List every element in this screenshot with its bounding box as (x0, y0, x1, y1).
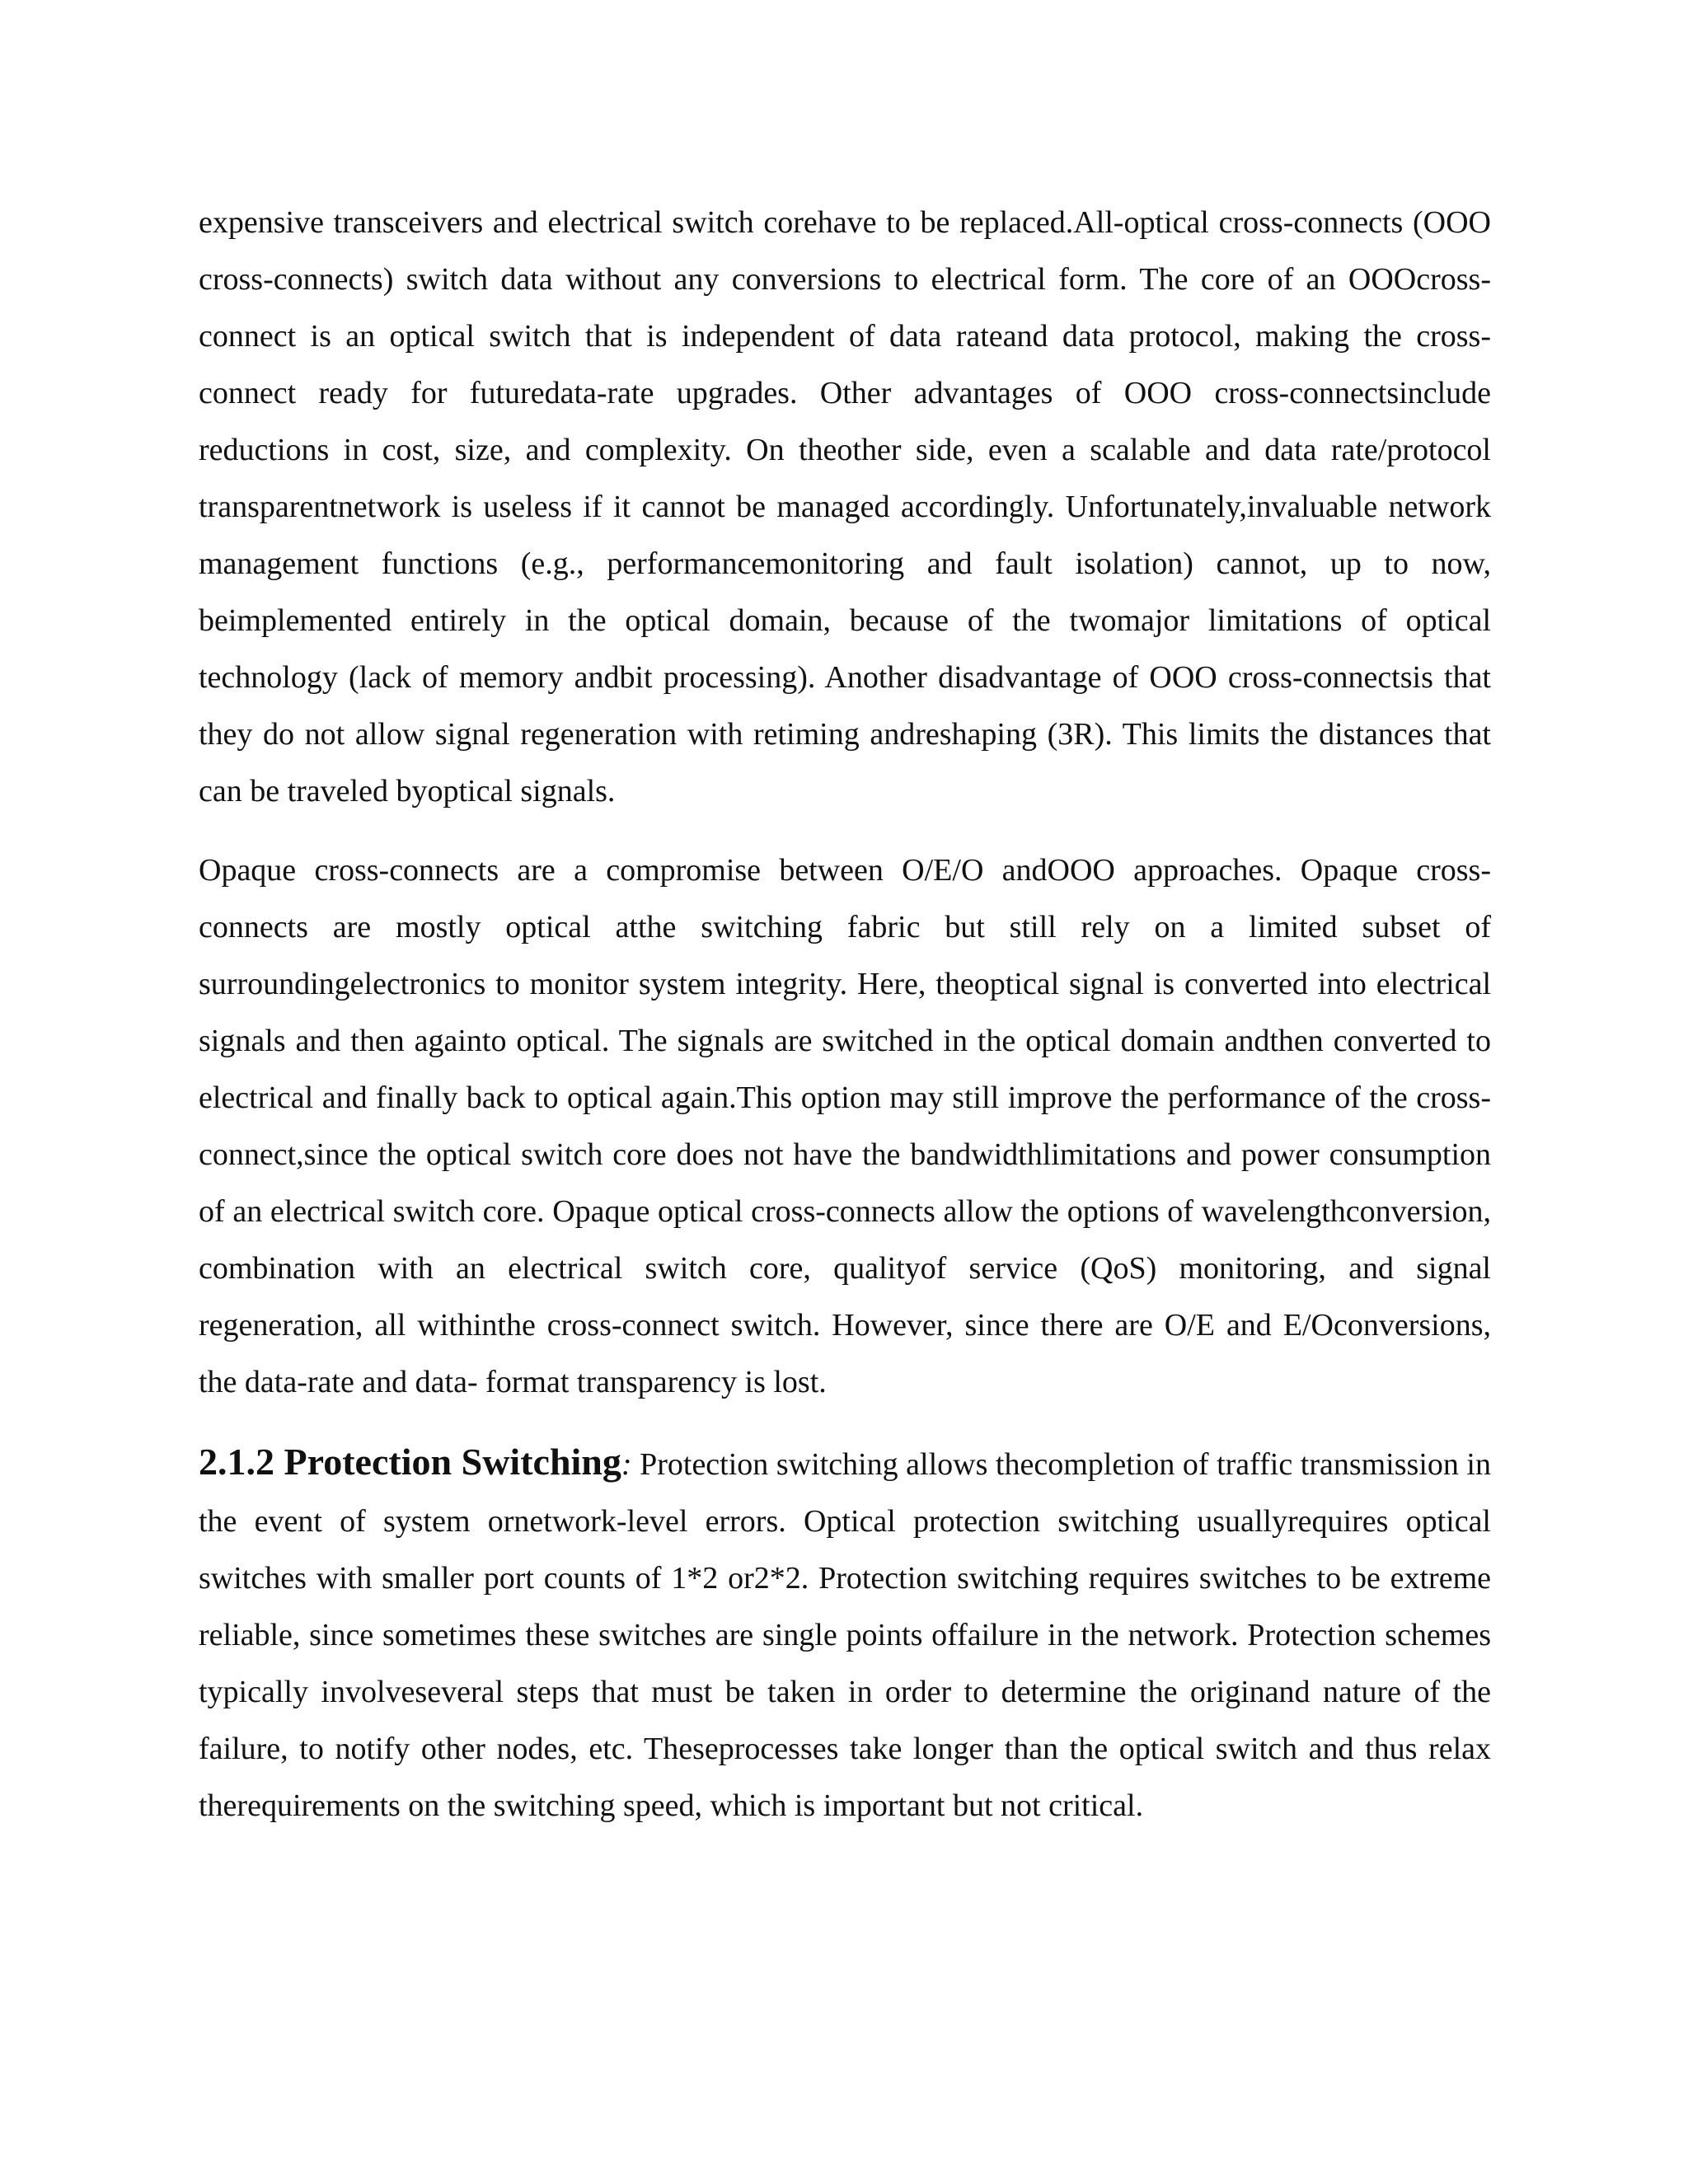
section-heading-colon: : (621, 1447, 632, 1482)
section-protection-switching (199, 1433, 1491, 1835)
section-heading: 2.1.2 Protection Switching (199, 1441, 621, 1483)
paragraph-spacer (199, 820, 1491, 842)
paragraph-ooo-cross-connects: expensive transceivers and electrical switch corehave to be replaced.All-optical cross-connects (OOO cross-connects) switch data without any conversions to electrical form. The core of an OOOcross-connect is an optical switch that is independent of data rateand data protocol, making the cross-connect ready for futuredata-rate upgrades. Other advantages of OOO cross-connectsinclude reductions in cost, size, and complexity. On theother side, even a scalable and data rate/protocol transparentnetwork is useless if it cannot be managed accordingly. Unfortunately,invaluable network management functions (e.g., performancemonitoring and fault isolation) cannot, up to now, beimplemented entirely in the optical domain, because of the twomajor limitations of optical technology (lack of memory andbit processing). Another disadvantage of OOO cross-connectsis that they do not allow signal regeneration with retiming andreshaping (3R). This limits the distances that can be traveled byoptical signals. (199, 205, 1491, 808)
document-body (199, 194, 1491, 1835)
section-body-text: Protection switching allows thecompletion of traffic transmission in the event of system ornetwork-level errors. Optical protection switching usuallyrequires optical switches with smaller port counts of 1*2 or2*2. Protection switching requires switches to be extreme reliable, since sometimes these switches are single points offailure in the network. Protection schemes typically involveseveral steps that must be taken in order to determine the originand nature of the failure, to notify other nodes, etc. Theseprocesses take longer than the optical switch and thus relax therequirements on the switching speed, which is important but not critical. (199, 1447, 1491, 1823)
paragraph-opaque-cross-connects: Opaque cross-connects are a compromise between O/E/O andOOO approaches. Opaque cross-connects are mostly optical atthe switching fabric but still rely on a limited subset of surroundingelectronics to monitor system integrity. Here, theoptical signal is converted into electrical signals and then againto optical. The signals are switched in the optical domain andthen converted to electrical and finally back to optical again.This option may still improve the performance of the cross-connect,since the optical switch core does not have the bandwidthlimitations and power consumption of an electrical switch core. Opaque optical cross-connects allow the options of wavelengthconversion, combination with an electrical switch core, qualityof service (QoS) monitoring, and signal regeneration, all withinthe cross-connect switch. However, since there are O/E and E/Oconversions, the data-rate and data- format transparency is lost. (199, 853, 1491, 1399)
paragraph-spacer (199, 1411, 1491, 1433)
